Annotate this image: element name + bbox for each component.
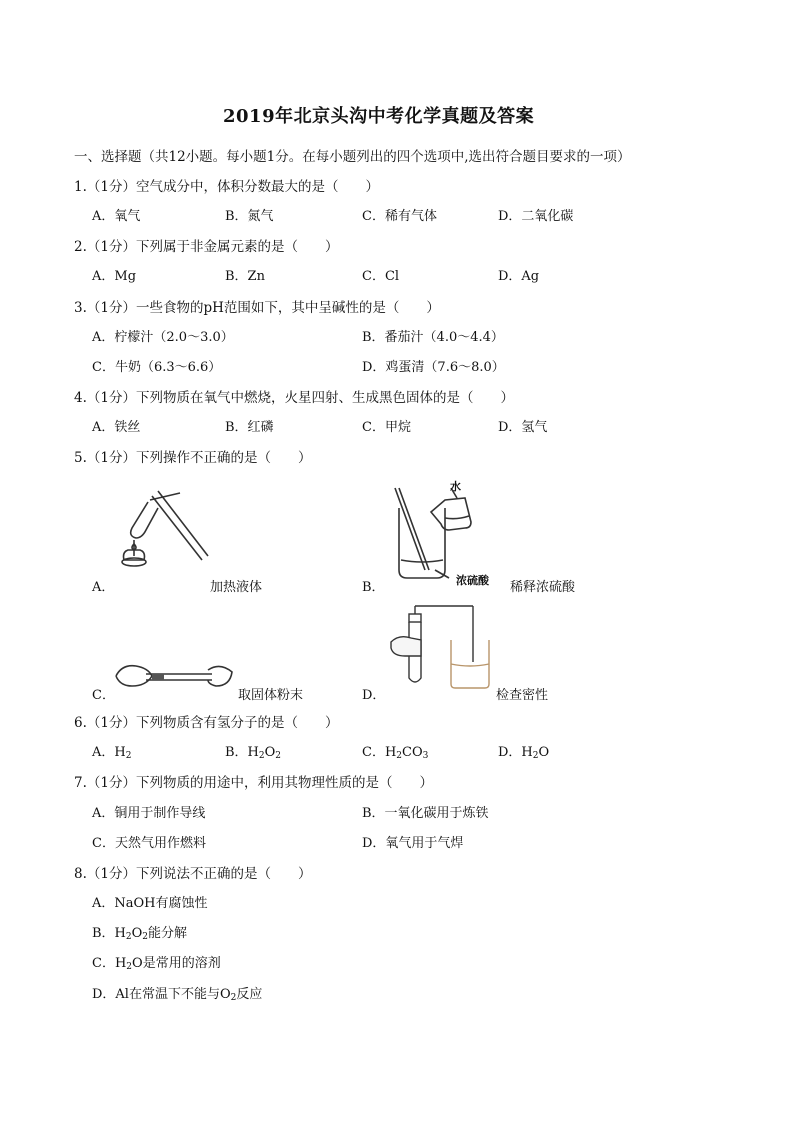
q2-option-a: A．Mg [92,269,137,284]
q6-a-text: A．H [92,745,126,760]
q8-b-sub2: 2 [142,932,149,942]
question-2-stem: 2.（1分）下列属于非金属元素的是（ ） [74,239,339,255]
q6-b-mid: O [264,745,276,760]
q8-option-a: A．NaOH有腐蚀性 [92,896,208,911]
q5-option-c: C． [92,688,115,703]
q6-a-sub: 2 [125,751,132,761]
q8-option-d [92,983,262,1002]
q8-d-text: D．Al在常温下不能与O [92,987,231,1002]
q1-option-a: A．氧气 [92,209,141,224]
q1-option-c: C．稀有气体 [362,209,437,224]
q8-c-sub: 2 [126,962,133,972]
label-conc-acid: 浓硫酸 [456,574,489,587]
q3-option-c: C．牛奶（6.3～6.6） [92,360,222,375]
q7-option-c: C．天然气用作燃料 [92,836,206,851]
q6-d-sub: 2 [532,751,539,761]
q5-option-a: A． [92,580,115,595]
question-7-stem: 7.（1分）下列物质的用途中，利用其物理性质的是（ ） [74,775,433,791]
q6-b-text: B．H [225,745,259,760]
q4-option-d: D．氢气 [498,420,548,435]
q6-c-sub1: 2 [396,751,403,761]
q5-option-d: D． [362,688,386,703]
figure-solid-powder [112,658,237,694]
q6-b-sub2: 2 [275,751,282,761]
q2-option-d: D．Ag [498,269,540,284]
q6-c-text: C．H [362,745,397,760]
q8-b-mid: O [131,926,143,941]
q2-option-c: C．Cl [362,269,400,284]
q6-d-tail: O [538,745,550,760]
figure-heating-liquid [110,488,210,583]
page-title: 2019年北京头沟中考化学真题及答案 [223,106,535,127]
q7-option-a: A．铜用于制作导线 [92,806,206,821]
q1-option-d: D．二氧化碳 [498,209,574,224]
question-8-stem: 8.（1分）下列说法不正确的是（ ） [74,866,312,882]
q4-option-a: A．铁丝 [92,420,141,435]
q8-b-tail: 能分解 [148,926,188,941]
q1-option-b: B．氮气 [225,209,274,224]
q5-caption-b: 稀释浓硫酸 [510,580,576,595]
q6-c-mid: CO [402,745,423,760]
question-4-stem: 4.（1分）下列物质在氧气中燃烧，火星四射、生成黑色固体的是（ ） [74,390,514,406]
q8-option-c [92,952,221,971]
q8-c-text: C．H [92,956,127,971]
q3-option-a: A．柠檬汁（2.0～3.0） [92,330,234,345]
q8-b-text: B．H [92,926,126,941]
question-5-stem: 5.（1分）下列操作不正确的是（ ） [74,450,312,466]
q5-caption-c: 取固体粉末 [238,688,304,703]
q6-option-c [362,741,428,760]
q4-option-c: C．甲烷 [362,420,411,435]
q5-caption-d: 检查密性 [496,688,549,703]
q5-caption-a: 加热液体 [210,580,263,595]
q6-option-b [225,741,281,760]
q7-option-d: D．氧气用于气焊 [362,836,464,851]
figure-airtightness [385,600,495,692]
q8-c-tail: O是常用的溶剂 [132,956,221,971]
q4-option-b: B．红磷 [225,420,274,435]
q3-option-b: B．番茄汁（4.0～4.4） [362,330,504,345]
q2-option-b: B．Zn [225,269,265,284]
q8-d-tail: 反应 [236,987,263,1002]
q8-d-sub: 2 [230,993,237,1003]
q6-option-a [92,741,131,760]
q8-b-sub1: 2 [125,932,132,942]
q5-option-b: B． [362,580,385,595]
label-water: 水 [450,480,461,493]
q3-option-d: D．鸡蛋清（7.6～8.0） [362,360,505,375]
q7-option-b: B．一氧化碳用于炼铁 [362,806,489,821]
q6-b-sub1: 2 [258,751,265,761]
q6-d-text: D．H [498,745,533,760]
question-3-stem: 3.（1分）一些食物的pH范围如下，其中呈碱性的是（ ） [74,300,440,316]
q6-c-sub2: 3 [422,751,429,761]
question-1-stem: 1.（1分）空气成分中，体积分数最大的是（ ） [74,179,379,195]
q8-option-b [92,922,187,941]
section-heading: 一、选择题（共12小题。每小题1分。在每小题列出的四个选项中,选出符合题目要求的一项） [74,149,631,165]
q6-option-d [498,741,549,760]
question-6-stem: 6.（1分）下列物质含有氢分子的是（ ） [74,715,339,731]
